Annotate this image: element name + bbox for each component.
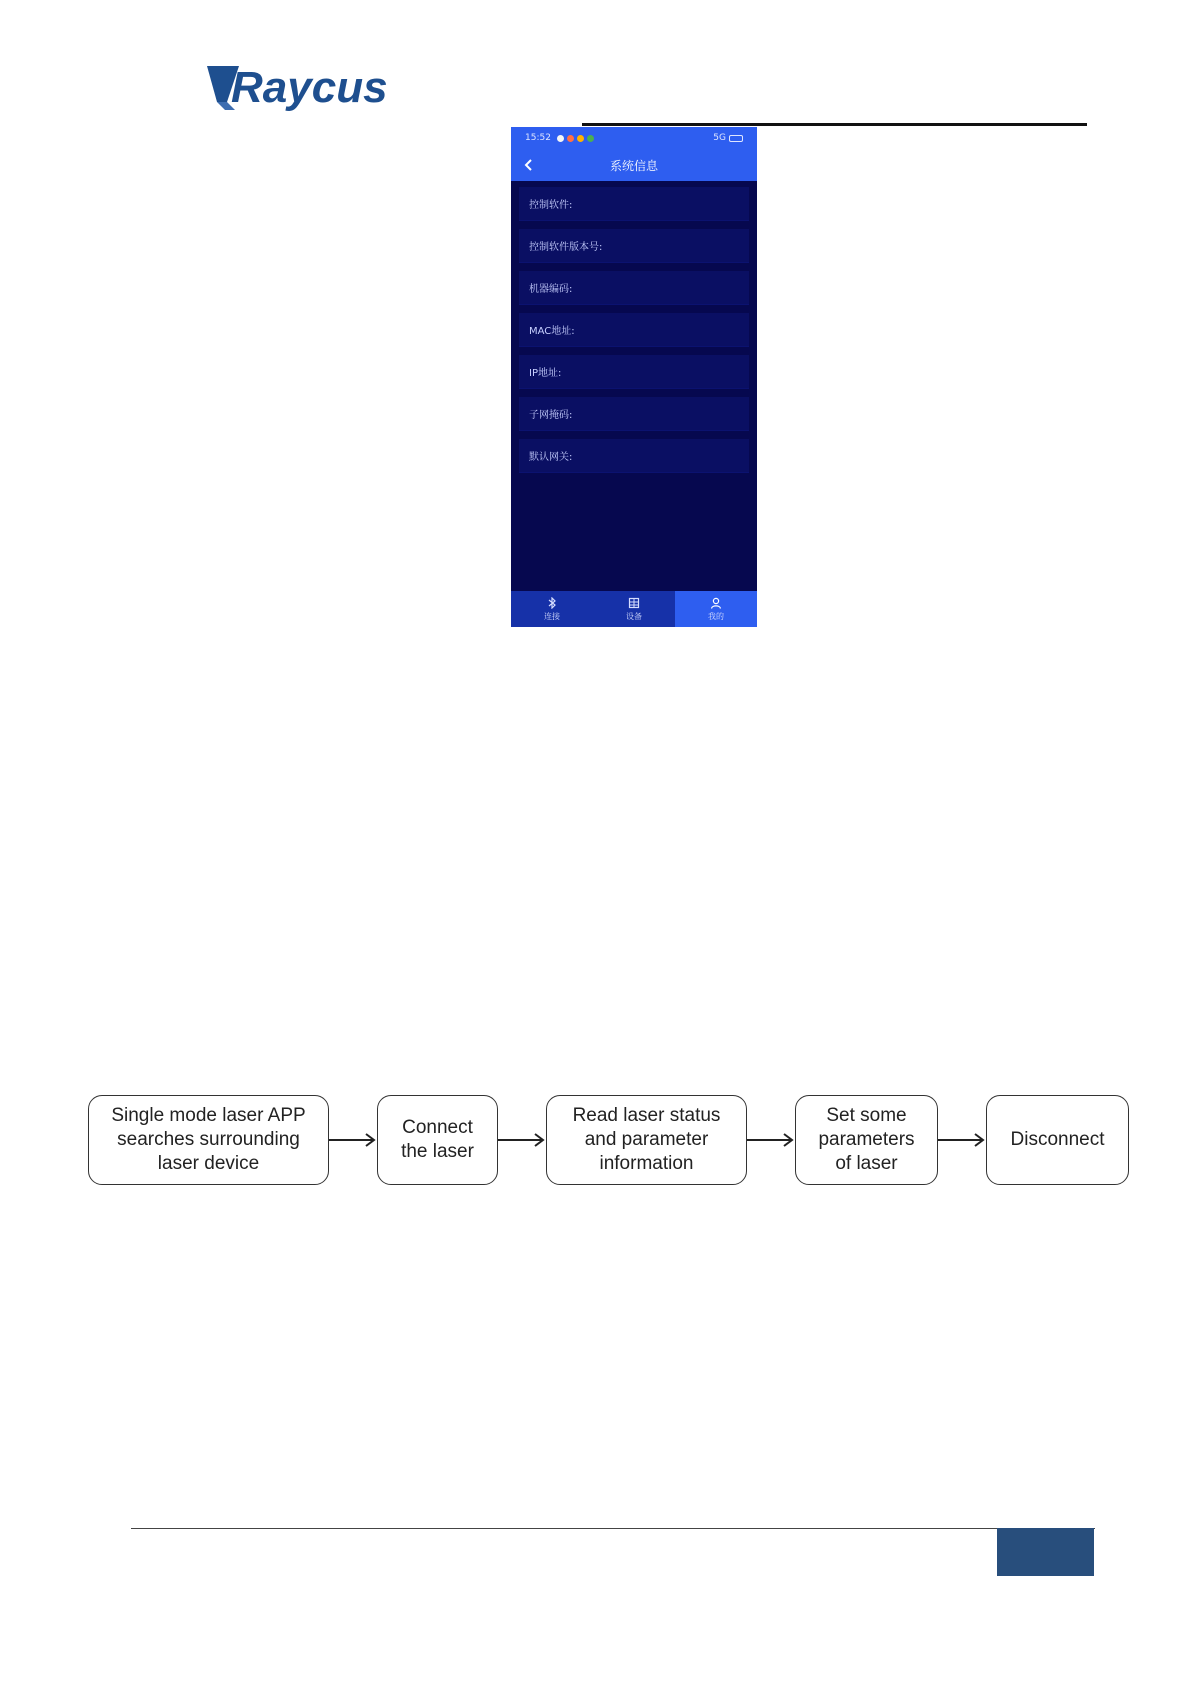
info-row-default-gateway (519, 439, 749, 473)
app-icon (587, 135, 594, 142)
signal-text: 5G (713, 133, 726, 143)
tab-device[interactable] (593, 591, 675, 627)
flow-arrow (329, 1130, 377, 1150)
info-row-control-software (519, 187, 749, 221)
notification-icons (557, 135, 594, 142)
nav-title: 系统信息 (609, 158, 658, 173)
flow-step-label: Disconnect (1010, 1129, 1105, 1150)
status-time: 15:52 (525, 133, 551, 143)
info-label: 控制软件版本号: (529, 242, 603, 253)
flow-step-disconnect (986, 1095, 1129, 1185)
flow-step-label: Single mode laser APP searches surrounding laser device (111, 1105, 306, 1174)
tab-label: 连接 (544, 611, 560, 621)
footer-rule (131, 1528, 1095, 1529)
tab-mine[interactable] (675, 591, 757, 627)
flow-step-set-parameters (795, 1095, 938, 1185)
app-icon (567, 135, 574, 142)
bottom-tab-bar (511, 591, 757, 627)
info-label: MAC地址: (529, 326, 575, 337)
flow-arrow (747, 1130, 795, 1150)
bluetooth-icon (546, 597, 558, 609)
tab-label: 设备 (626, 611, 642, 621)
info-label: 默认网关: (529, 452, 573, 463)
user-icon (710, 597, 722, 609)
tab-connect[interactable] (511, 591, 593, 627)
flow-arrow (498, 1130, 546, 1150)
back-chevron-icon[interactable] (521, 155, 537, 175)
footer-accent-block (997, 1528, 1094, 1576)
flow-step-search (88, 1095, 329, 1185)
tab-label: 我的 (708, 611, 724, 621)
nav-bar (511, 149, 757, 181)
system-info-list (511, 181, 757, 473)
info-label: 子网掩码: (529, 410, 573, 421)
info-row-ip-address (519, 355, 749, 389)
flow-step-label: Set some parameters of laser (818, 1105, 915, 1174)
info-label: 机器编码: (529, 284, 573, 295)
status-right (713, 133, 743, 143)
app-icon (577, 135, 584, 142)
info-label: 控制软件: (529, 200, 573, 211)
flow-step-label: Connect the laser (401, 1117, 474, 1162)
phone-screenshot (511, 127, 757, 627)
raycus-logo (205, 58, 435, 128)
status-bar (511, 127, 757, 149)
info-row-subnet-mask (519, 397, 749, 431)
flow-step-connect (377, 1095, 498, 1185)
flow-arrow (938, 1130, 986, 1150)
phone-icon (557, 135, 564, 142)
flow-step-label: Read laser status and parameter information (572, 1105, 721, 1174)
brand-wordmark: Raycus (231, 63, 388, 112)
device-icon (628, 597, 640, 609)
info-row-software-version (519, 229, 749, 263)
flow-step-read-status (546, 1095, 747, 1185)
info-row-machine-code (519, 271, 749, 305)
info-label: IP地址: (529, 368, 562, 379)
raycus-logo-graphic (205, 58, 435, 128)
header-rule (582, 123, 1087, 126)
info-row-mac-address (519, 313, 749, 347)
battery-icon (729, 135, 743, 142)
